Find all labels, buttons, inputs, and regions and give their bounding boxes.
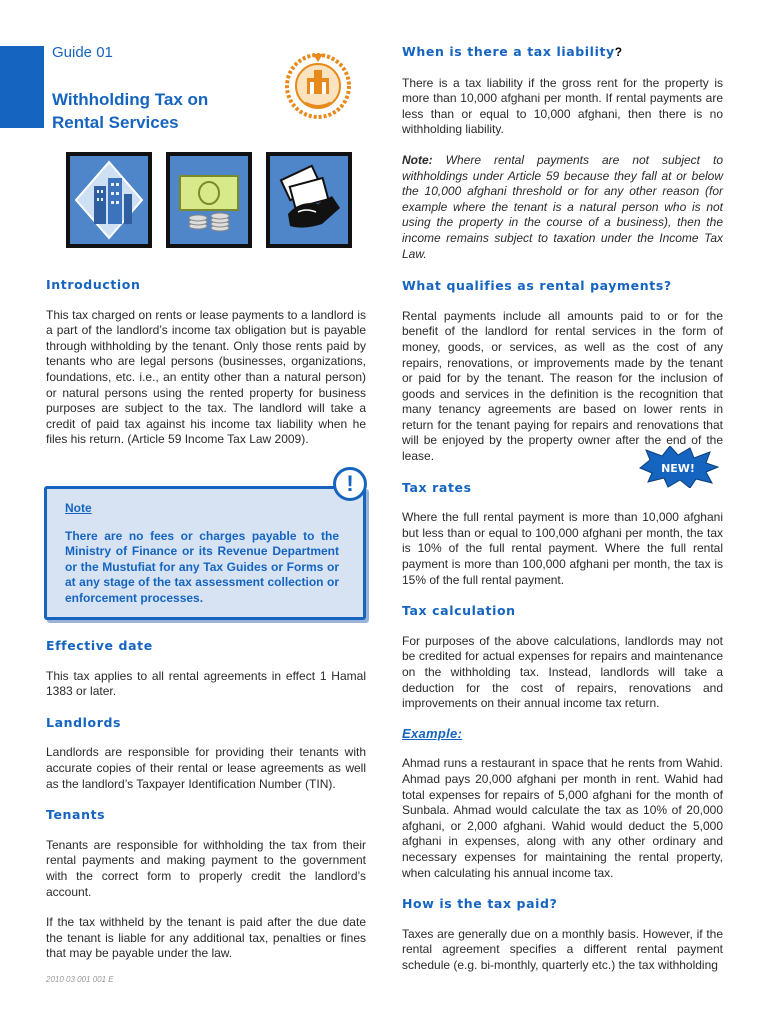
government-emblem-icon (283, 48, 353, 122)
liability-note-text: Where rental payments are not subject to withholdings under Article 59 because they fall at or below the 10,000 afghani threshold or for any other reason (for example where the tenant is a natural person who is not using the property in the course of a business), then the income remains subject to taxation under the Income Tax Law. (402, 152, 723, 261)
page-title (52, 88, 208, 134)
blue-header-tab (0, 46, 44, 128)
new-badge-label: NEW! (661, 462, 695, 475)
buildings-icon (70, 156, 148, 244)
liability-note (402, 153, 723, 262)
effective-date-text: This tax applies to all rental agreements in effect 1 Hamal 1383 or later. (46, 668, 366, 699)
title-line-1: Withholding Tax on (52, 90, 209, 109)
tax-paid-heading: How is the tax paid? (402, 896, 558, 912)
tax-calculation-heading: Tax calculation (402, 603, 516, 619)
buildings-image (66, 152, 152, 248)
introduction-text: This tax charged on rents or lease payments to a landlord is a part of the landlord’s income tax obligation but is payable through withholding by the tenant. Only those rents paid by tenants who are legal persons (businesses, organizations, foundations, etc. i.e., an entity other than a natural person) or natural persons using the rented property for business purposes are subject to the tax. The landlord will take a credit of paid tax against his income tax liability when he files his return. (Article 59 Income Tax Law 2009). (46, 307, 366, 447)
guide-number: Guide 01 (52, 44, 113, 61)
qualifies-heading: What qualifies as rental payments? (402, 278, 672, 294)
hand-money-icon (270, 156, 348, 244)
qualifies-text: Rental payments include all amounts paid to or for the benefit of the landlord for rental services in the form of money, goods, or services, as well as the cost of any repairs, renovations, or improvements made by the tenant or paid for by the tenant. The reason for the inclusion of goods and services in the definition is the recognition that many tenancy agreements are based on lower rents in return for the tenant paying for repairs and renovations that will be enjoyed by the property owner after the end of the lease. (402, 308, 723, 464)
effective-date-heading: Effective date (46, 638, 153, 653)
example-text: Ahmad runs a restaurant in space that he rents from Wahid. Ahmad pays 20,000 afghani per month in rent. Wahid had total expenses for repairs of 5,000 afghani for the month of Sunbala. Ahmad would calculate the tax as 10% of 20,000 afghani, or 2,000 afghani. Wahid would deduct the 5,000 afghani in expenses, along with any other ordinary and necessary expenses for maintaining the rental property, when calculating his annual income tax. (402, 756, 723, 880)
tax-rates-heading: Tax rates (402, 479, 472, 495)
landlords-text: Landlords are responsible for providing their tenants with accurate copies of their rental or lease agreements as well as the landlord’s Taxpayer Identification Number (TIN). (46, 745, 366, 791)
example-heading: Example: (402, 725, 463, 741)
liability-text: There is a tax liability if the gross rent for the property is more than 10,000 afghani per month. If rental payments are less than or equal to 10,000 afghani, then there is no withholding liability. (402, 75, 723, 137)
exclamation-icon: ! (333, 467, 367, 501)
introduction-heading: Introduction (46, 277, 141, 292)
note-title: Note (65, 501, 92, 515)
landlords-heading: Landlords (46, 714, 122, 730)
hand-money-image (266, 152, 352, 248)
liability-heading: When is there a tax liability (402, 44, 615, 59)
tax-rates-text: Where the full rental payment is more than 10,000 afghani but less than or equal to 100,000 afghani per month, the tax is 10% of the full rental payment. Where the full rental payment is more than 100,000 afghani per month, the tax is 15% of the full rental payment. (402, 510, 723, 587)
money-image (166, 152, 252, 248)
note-content (65, 501, 339, 607)
note-text: There are no fees or charges payable to the Ministry of Finance or its Revenue Department or the Mustufiat for any Tax Guides or Forms or at any stage of the tax assessment collection or enforcement processes. (65, 528, 339, 605)
left-column-bottom (46, 638, 366, 962)
liability-note-label: Note: (402, 152, 433, 167)
tenants-text-2: If the tax withheld by the tenant is paid after the due date the tenant is liable for any additional tax, penalties or fines that may be payable under the law. (46, 915, 366, 961)
tax-calculation-text: For purposes of the above calculations, landlords may not be credited for actual expenses for repairs and maintenance on the withholding tax. Instead, landlords will take a deduction for the cost of repairs, renovations and improvements on their annual income tax return. (402, 633, 723, 711)
new-badge (636, 446, 720, 488)
tenants-heading: Tenants (46, 807, 106, 823)
liability-heading-row (402, 44, 723, 61)
document-code: 2010 03 001 001 E (46, 975, 114, 984)
left-column-top (46, 277, 366, 448)
tax-paid-text: Taxes are generally due on a monthly basis. However, if the rental agreement specifies a different rental payment schedule (e.g. bi-monthly, quarterly etc.) the tax withholding (402, 926, 723, 972)
note-box (44, 486, 366, 620)
tenants-text-1: Tenants are responsible for withholding the tax from their rental payments and making payment to the government with the correct form to properly credit the landlord’s account. (46, 837, 366, 899)
right-column (402, 44, 723, 974)
money-coins-icon (170, 156, 248, 244)
liability-question-mark: ? (614, 45, 623, 59)
title-line-2: Rental Services (52, 113, 179, 132)
